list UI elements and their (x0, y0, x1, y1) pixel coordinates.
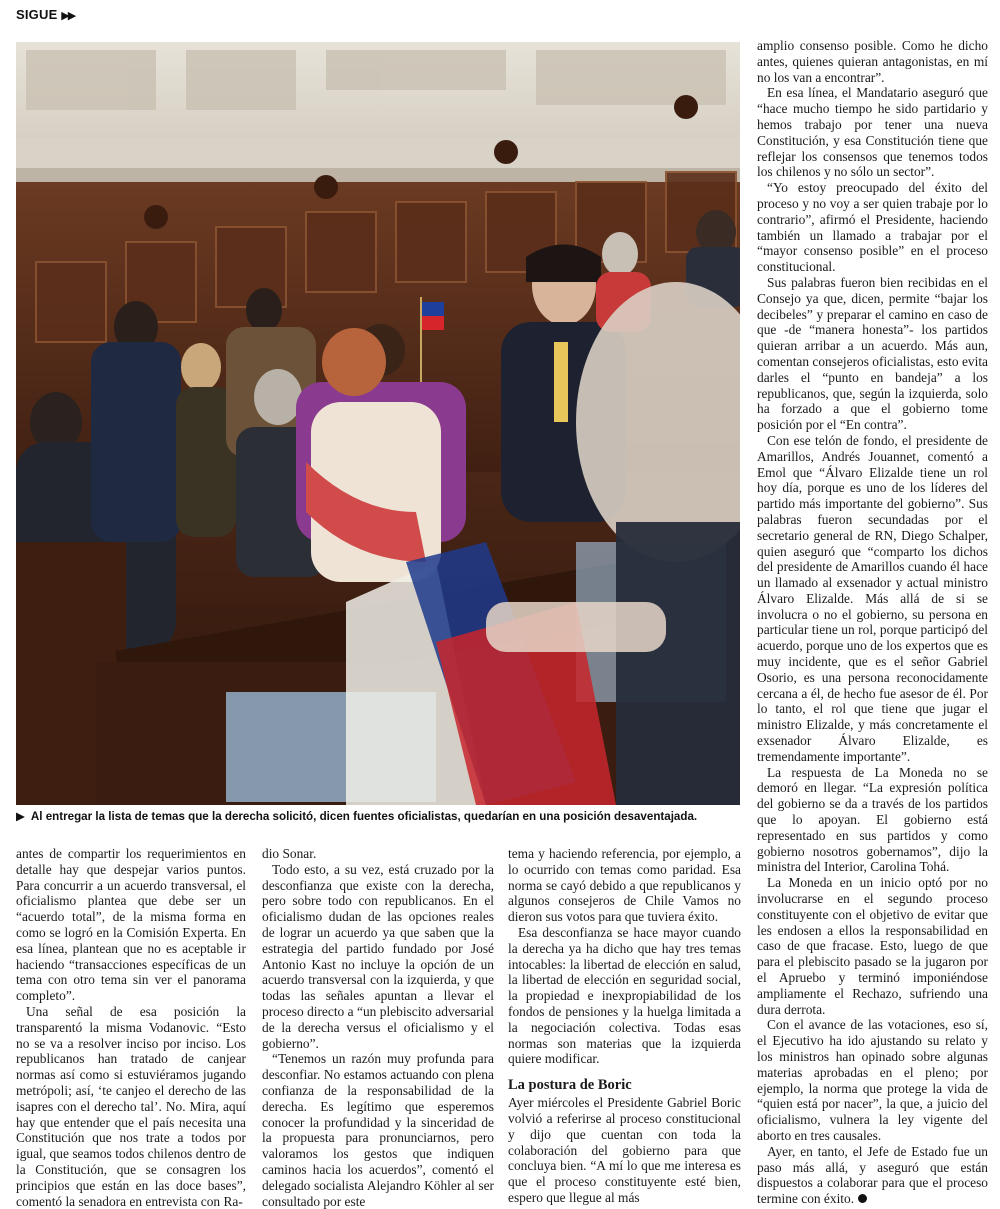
paragraph: Todo esto, a su vez, está cruzado por la desconfianza que existe con la derecha, pero sobre todo con republicanos. En el oficialismo dudan de las opciones reales de lograr un acuerdo ya que saben que la estrategia del partido fundado por José Antonio Kast no incluye la opción de un acuerdo transversal con la izquierda, y que todas las señales apuntan a llevar el proceso directo a “un plebiscito adversarial de la derecha versus el oficialismo y el gobierno”. (262, 861, 494, 1051)
paragraph: Con ese telón de fondo, el presidente de Amarillos, Andrés Jouannet, comentó a Emol que “Álvaro Elizalde tiene un rol hoy día, porque es uno de los líderes del partido más importante del gobierno”. Sus palabras fueron secundadas por el secretario general de RN, Diego Schalper, quien aseguró que “comparto los dichos del presidente de Amarillos cuando él hace un llamado al exsenador y actual ministro Álvaro Elizalde. Más allá de si se involucra o no el gobierno, su persona en particular tiene un rol, porque participó del acuerdo, porque uno de los expertos que es muy incidente, que es el señor Gabriel Osorio, es una persona reconocidamente cercana a él, de hecho fue asesor de él. Por lo tanto, el rol que tiene que jugar el ministro Elizalde, y más concretamente el exsenador Álvaro Elizalde, es tremendamente importante”. (757, 432, 988, 764)
paragraph: amplio consenso posible. Como he dicho antes, quienes quieran antagonistas, en mí no los van a encontrar”. (757, 38, 988, 85)
sigue-text: SIGUE (16, 7, 58, 22)
caption-text: Al entregar la lista de temas que la derecha solicitó, dicen fuentes oficialistas, quedarían en una posición desaventajada. (30, 810, 698, 823)
section-continue-label (16, 7, 74, 22)
article-column-2 (262, 846, 494, 1209)
paragraph: En esa línea, el Mandatario aseguró que “hace mucho tiempo he sido partidario y hemos trabajo por tener una nueva Constitución, y esa Constitución tiene que reflejar los consensos que tenemos todos los chilenos y no sólo un sector”. (757, 85, 988, 180)
paragraph: Con el avance de las votaciones, eso sí, el Ejecutivo ha ido ajustando su relato y los ministros han opinado sobre algunas materias aprobadas en el pleno; por ejemplo, la norma que protege la vida de “quien está por nacer”, la que, a juicio del oficialismo, vulnera la ley vigente del aborto en tres causales. (757, 1017, 988, 1143)
article-column-3 (508, 846, 741, 1206)
article-column-4 (757, 38, 988, 1207)
paragraph: La respuesta de La Moneda no se demoró en llegar. “La expresión política del gobierno se da a través de los partidos que lo apoyan. El gobierno está representado en sus partidos y como gobierno nosotros gobernamos”, dijo la ministra del Interior, Carolina Tohá. (757, 764, 988, 875)
paragraph: Sus palabras fueron bien recibidas en el Consejo ya que, dicen, permite “bajar los decibeles” y preparar el camino en caso de que -de “manera honesta”- los partidos quieran arribar a un acuerdo. Más aun, comentan consejeros oficialistas, esto evita darles el “punto en bandeja” a los republicanos, que, según la izquierda, solo ha forzado a que el gobierno tome posición por el “En contra”. (757, 274, 988, 433)
paragraph: Una señal de esa posición la transparentó la misma Vodanovic. “Esto no se va a resolver inciso por inciso. Los republicanos han tratado de canjear normas así como si estuviéramos jugando metrópoli; así, ‘te canjeo el derecho de las isapres con el derecho tal’. No. Mira, aquí hay que entender que el país necesita una Constitución que nos trate a todos por igual, que seamos todos chilenos dentro de la Constitución, que se consagren los principios que están en las doce bases”, comentó la senadora en entrevista con Ra- (16, 1003, 246, 1209)
paragraph: dio Sonar. (262, 846, 317, 861)
final-paragraph (757, 1144, 988, 1207)
end-of-article-icon (858, 1194, 867, 1203)
paragraph: “Tenemos un razón muy profunda para desconfiar. No estamos actuando con plena confianza de la responsabilidad de la derecha. Es legítimo que esperemos conocer la profundidad y la sinceridad de la propuesta para pronunciarnos, pero valoramos los gestos que indiquen caminos hacia los acuerdos”, comentó el delegado socialista Alejandro Köhler al ser consultado por este (262, 1051, 494, 1209)
paragraph: La Moneda en un inicio optó por no involucrarse en el segundo proceso constituyente con el objetivo de evitar que les endosen a ellos la responsabilidad en caso de que fracase. Esto, luego de que para el plebiscito pasado se la jugaron por el Apruebo y terminó imponiéndose ampliamente el Rechazo, sufriendo una dura derrota. (757, 875, 988, 1017)
paragraph: tema y haciendo referencia, por ejemplo, a lo ocurrido con temas como paridad. Esa norma se cayó debido a que republicanos y algunos consejeros de Chile Vamos no dieron sus votos para que tuviera éxito. (508, 846, 741, 925)
paragraph-text: Ayer, en tanto, el Jefe de Estado fue un paso más allá, y aseguró que están dispuestos a colaborar para que el proceso termine con éxito. (757, 1143, 988, 1207)
paragraph: “Yo estoy preocupado del éxito del proceso y no voy a ser quien trabaje por lo contrario”, afirmó el Presidente, haciendo también un llamado a trabajar por el “mayor consenso posible” en el proceso constitucional. (757, 180, 988, 275)
double-arrow-icon: ▶▶ (61, 10, 75, 22)
caption-marker-icon: ▶ (16, 810, 25, 823)
paragraph: antes de compartir los requerimientos en detalle hay que despejar varios puntos. Para concurrir a un acuerdo transversal, el oficialismo plantea que debe ser un “acuerdo total”, de la misma forma en como se logró en la Comisión Experta. En esa línea, plantean que no es aceptable ir haciendo “transacciones específicas de un tema con otro tema sin ver el panorama completo”. (16, 846, 246, 1004)
senate-chamber-photo (16, 42, 740, 805)
subheading-boric: La postura de Boric (508, 1077, 632, 1094)
article-column-1 (16, 846, 246, 1209)
paragraph: Esa desconfianza se hace mayor cuando la derecha ya ha dicho que hay tres temas intocables: la libertad de elección en salud, la libertad de elección en seguridad social, la propiedad e inexpropiabilidad de los fondos de pensiones y la huelga limitada a la negociación colectiva. Todas esas normas son materias que la izquierda quiere modificar. (508, 924, 741, 1067)
photo-illustration (16, 42, 740, 805)
paragraph: Ayer miércoles el Presidente Gabriel Boric volvió a referirse al proceso constitucional y dijo que cuentan con toda la colaboración del gobierno para que concluya bien. “A mí lo que me interesa es que el proceso constituyente esté bien, espero que llegue al más (508, 1095, 741, 1205)
photo-caption (16, 809, 740, 824)
